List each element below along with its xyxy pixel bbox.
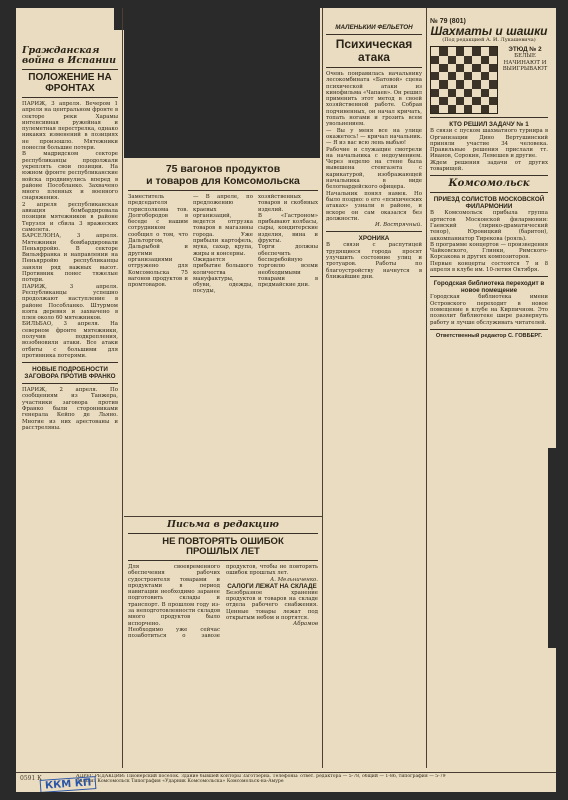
chess-square bbox=[456, 89, 464, 97]
article-paragraph: В «Гастроном» прибывают колбасы, сыры, кондитерские изделия, вина и фрукты. bbox=[258, 212, 318, 245]
chess-square bbox=[481, 105, 489, 113]
signature: Абрамов bbox=[293, 621, 318, 628]
column-rule bbox=[426, 8, 427, 768]
divider bbox=[326, 67, 422, 68]
chess-square bbox=[464, 47, 472, 55]
chess-square bbox=[456, 105, 464, 113]
divider bbox=[430, 175, 548, 176]
article-paragraph: БИЛЬБАО, 3 апреля. На северном фронте мятежники, получив подкрепления, возобновили атаки. Все атаки отбиты с большими для противника потерями. bbox=[22, 321, 118, 359]
newspaper-page bbox=[16, 8, 556, 792]
subheading: НОВЫЕ ПОДРОБНОСТИ ЗАГОВОРА ПРОТИВ ФРАНКО bbox=[24, 366, 116, 381]
article-paragraph: ПАРИЖ, 2 апреля. По сообщениям из Танжера, участники заговора против Франко были сторонниками генерала Кейпо де Льяно. Многие из них арестованы и расстреляны. bbox=[22, 387, 118, 431]
chess-square bbox=[456, 47, 464, 55]
chess-square bbox=[431, 56, 439, 64]
chess-square bbox=[472, 72, 480, 80]
chess-square bbox=[439, 105, 447, 113]
chess-square bbox=[431, 105, 439, 113]
article-title: ПОЛОЖЕНИЕ НА ФРОНТАХ bbox=[28, 72, 112, 94]
archive-code: 0591 К bbox=[20, 775, 42, 782]
rubric: МАЛЕНЬКИЙ ФЕЛЬЕТОН bbox=[335, 24, 413, 31]
missing-paper-top-gap bbox=[114, 8, 126, 30]
footer-address: АДРЕС РЕДАКЦИИ: Пионерский поселок. Здание бывшей конторы Заготзерна. Телефоны: ответ. редактора — 5-78, общий — 1-86, типография — 5-79 bbox=[76, 774, 446, 779]
article-paragraph: В связи с распутицей трудящиеся города просят улучшить состояние улиц и тротуаров. Работы по благоустройству начнутся в ближайшие дни. bbox=[326, 242, 422, 280]
article-paragraph: Ожидается прибытие большого количества мануфактуры, обуви, одежды, посуды, хозяйственных товаров и скобяных изделий. bbox=[193, 194, 318, 295]
chess-square bbox=[431, 47, 439, 55]
chess-square bbox=[439, 56, 447, 64]
missing-paper-top-center bbox=[124, 8, 320, 158]
chess-board bbox=[430, 46, 498, 114]
chess-square bbox=[481, 72, 489, 80]
article-paragraph: ПАРИЖ, 3 апреля. Республиканцы успешно продолжают наступление в районе Пособланко. Штурмом взята деревня и захвачено в плен около 60 мятежников. bbox=[22, 283, 118, 322]
chess-square bbox=[431, 80, 439, 88]
chess-square bbox=[481, 89, 489, 97]
article-paragraph: — В апреле, по предложению краевых организаций, ведется отгрузка товаров в магазины города. Уже прибыли картофель, мука, сахар, крупа, жиры и консервы. bbox=[193, 194, 253, 257]
chess-square bbox=[456, 80, 464, 88]
divider bbox=[128, 190, 318, 191]
wagons-article bbox=[128, 164, 318, 512]
chess-square bbox=[481, 64, 489, 72]
chess-square bbox=[464, 89, 472, 97]
divider bbox=[22, 97, 118, 98]
signature: А. Мельниченко. bbox=[270, 576, 318, 583]
chess-square bbox=[431, 97, 439, 105]
chess-square bbox=[448, 97, 456, 105]
chess-and-city-column bbox=[430, 18, 548, 770]
chess-square bbox=[456, 97, 464, 105]
divider bbox=[430, 192, 548, 193]
rubric: Письма в редакцию bbox=[167, 520, 279, 530]
divider bbox=[326, 34, 422, 35]
chess-square bbox=[489, 64, 497, 72]
article-paragraph: — Вы у меня все на улице окажетесь! — кричал начальник. — Я из вас всю лень выбью! bbox=[326, 127, 422, 147]
chess-square bbox=[448, 72, 456, 80]
article-title: ПРОШЛЫХ ЛЕТ bbox=[186, 546, 260, 557]
spain-war-column bbox=[22, 46, 118, 764]
chess-square bbox=[472, 89, 480, 97]
torn-right-edge bbox=[548, 448, 556, 648]
chess-square bbox=[464, 105, 472, 113]
article-paragraph: Городская библиотека имени Островского переходит в новое помещение в клубе на Кирпичном. Это позволит библиотеке шире развернуть работу и лучше обслуживать читателей. bbox=[430, 294, 548, 326]
signature: И. Вострячный. bbox=[375, 222, 422, 229]
chess-square bbox=[448, 105, 456, 113]
article-title: и товаров для Комсомольска bbox=[146, 174, 300, 187]
column-rule bbox=[322, 8, 323, 768]
chess-square bbox=[456, 64, 464, 72]
divider bbox=[22, 383, 118, 384]
chess-square bbox=[464, 80, 472, 88]
article-paragraph: Рабочие и служащие смотрели на начальника с недоумением. Через неделю на стене была вывешена стенгазета с карикатурой, изображающей начальника в виде белогвардейского офицера. bbox=[326, 146, 422, 191]
subheading: Городская библиотека переходит в новое помещение bbox=[433, 280, 545, 295]
section-heading: Комсомольск bbox=[448, 178, 530, 190]
column-rule bbox=[122, 8, 123, 768]
chess-square bbox=[439, 72, 447, 80]
subheading: ХРОНИКА bbox=[358, 235, 390, 243]
chess-square bbox=[448, 64, 456, 72]
divider bbox=[128, 533, 318, 534]
section-rule bbox=[124, 516, 322, 517]
chess-square bbox=[439, 89, 447, 97]
chess-square bbox=[489, 72, 497, 80]
chess-square bbox=[464, 64, 472, 72]
chess-square bbox=[489, 105, 497, 113]
chess-square bbox=[472, 56, 480, 64]
article-paragraph: В мадридском секторе республиканцы продолжали укреплять свои позиции. На южном фронте республиканские войска продвинулись вперед в районе Пособланко. Захвачено много пленных и военного снаряжения. bbox=[22, 151, 118, 202]
chess-square bbox=[448, 56, 456, 64]
article-paragraph: БАРСЕЛОНА, 3 апреля. Мятежники бомбардировали Пеньярройю. В секторе Вильяфранка и направлении на Пеньярройю республиканцы заняли ряд важных высот. Противник понес тяжелые потери. bbox=[22, 233, 118, 284]
article-paragraph: Начальник понял намек. Но было поздно: о его «психических атаках» узнали в районе, и вскоре он сам оказался без должности. bbox=[326, 190, 422, 222]
divider bbox=[22, 69, 118, 70]
divider bbox=[430, 329, 548, 330]
museum-stamp: ККМ КП bbox=[40, 776, 97, 792]
subheading: КТО РЕШИЛ ЗАДАЧУ № 1 bbox=[449, 121, 529, 129]
chess-square bbox=[439, 80, 447, 88]
article-paragraph: ПАРИЖ, 3 апреля. Вечером 1 апреля на центральном фронте в секторе реки Харамы интенсивная ружейная и пулеметная перестрелка, однако никаких изменений в позициях не произошло. Мятежники понесли большие потери. bbox=[22, 101, 118, 152]
study-number: ЭТЮД № 2 bbox=[508, 46, 542, 54]
article-title: Психическая атака bbox=[335, 37, 413, 64]
chess-square bbox=[472, 64, 480, 72]
divider bbox=[22, 362, 118, 363]
chess-square bbox=[439, 97, 447, 105]
article-paragraph: В связи с пуском шахматного турнира в Организации Дино Вертушинский приняли участие 34 человека. Правильные решения прислали тт. Иванов, Сорокин, Лемешев и другие. bbox=[430, 128, 548, 160]
chess-square bbox=[439, 47, 447, 55]
article-paragraph: Безобразное хранение продуктов и товаров на складе отдела рабочего снабжения. Ценные товары лежат под открытым небом и портятся. bbox=[226, 589, 318, 622]
chess-square bbox=[489, 56, 497, 64]
subheading: ПРИЕЗД СОЛИСТОВ МОСКОВСКОЙ ФИЛАРМОНИИ bbox=[433, 196, 545, 211]
chess-square bbox=[481, 80, 489, 88]
chess-square bbox=[472, 80, 480, 88]
chess-square bbox=[431, 89, 439, 97]
footer bbox=[76, 774, 552, 790]
chess-square bbox=[431, 64, 439, 72]
article-title: 75 вагонов продуктов bbox=[165, 164, 281, 175]
article-paragraph: В Комсомольск прибыла группа артистов Московской филармонии: Гаевский (лирико-драматический тенор), Юровицкий (баритон), аккомпаниатор Тирекова (рояль). bbox=[430, 210, 548, 242]
editor-line: Ответственный редактор С. ГОВБЕРГ. bbox=[435, 332, 543, 339]
chess-square bbox=[439, 64, 447, 72]
article-paragraph: Для своевременного обеспечения рабочих судостроителя товарами и продуктами в период навигации необходимо заранее подготовить склады и транспорт. В прошлом году из-за неподготовленности складов много продуктов было испорчено. bbox=[128, 564, 220, 627]
divider bbox=[128, 560, 318, 561]
chess-square bbox=[456, 56, 464, 64]
article-title: НЕ ПОВТОРЯТЬ ОШИБОК bbox=[162, 536, 284, 547]
chess-square bbox=[481, 47, 489, 55]
chess-square bbox=[472, 97, 480, 105]
section-editor: (Под редакцией А. И. Лукашевича) bbox=[442, 37, 536, 43]
chess-square bbox=[472, 105, 480, 113]
chess-square bbox=[464, 72, 472, 80]
chess-square bbox=[489, 97, 497, 105]
divider bbox=[326, 231, 422, 232]
chess-square bbox=[464, 97, 472, 105]
chess-square bbox=[481, 97, 489, 105]
article-paragraph: 2 апреля республиканская авиация бомбардировала позиции мятежников в районе Теруэля и сбила 3 вражеских самолета. bbox=[22, 201, 118, 233]
article-paragraph: Необходимо уже сейчас позаботиться о завозе продуктов, чтобы не повторять ошибок прошлых лет. bbox=[128, 564, 318, 640]
article-paragraph: Торги должны обеспечить бесперебойную торговлю всеми необходимыми товарами в предмайские дни. bbox=[258, 244, 318, 289]
chess-square bbox=[489, 47, 497, 55]
chess-square bbox=[448, 47, 456, 55]
issue-number: № 79 (801) bbox=[430, 18, 466, 25]
footer-printer: Дальгиз Комсомольск Типография «Ударник Комсомольска» Комсомольск-на-Амуре bbox=[76, 779, 284, 785]
footer-rule bbox=[16, 772, 556, 773]
article-paragraph: Первые концерты состоятся 7 и 8 апреля в клубе им. 10-летия Октября. bbox=[430, 260, 548, 274]
chess-square bbox=[464, 56, 472, 64]
letters-article bbox=[128, 520, 318, 770]
chess-square bbox=[448, 89, 456, 97]
chess-square bbox=[472, 47, 480, 55]
divider bbox=[430, 117, 548, 118]
chess-square bbox=[481, 56, 489, 64]
divider bbox=[430, 276, 548, 277]
article-paragraph: Заместитель председателя горисполкома тов. Долгобородов в беседе с нашим сотрудником сообщил о том, что Дальторгом, Дальрыбой и другими организациями отгружено для Комсомольска 75 вагонов продуктов и промтоваров. bbox=[128, 194, 188, 289]
subheading: САЛОГИ ЛЕЖАТ НА СКЛАДЕ bbox=[227, 582, 317, 590]
feuilleton-column bbox=[326, 24, 422, 770]
chess-square bbox=[489, 80, 497, 88]
study-caption: БЕЛЫЕ НАЧИНАЮТ И ВЫИГРЫВАЮТ bbox=[502, 53, 548, 72]
section-heading: Гражданская война в Испании bbox=[22, 46, 116, 66]
chess-square bbox=[448, 80, 456, 88]
article-paragraph: Ждем решения задачи от других товарищей. bbox=[430, 159, 548, 173]
chess-square bbox=[456, 72, 464, 80]
article-paragraph: Очень понравилась начальнику лесокомбината «Батовой» сцена психической атаки из кинофильма «Чапаев». Он решил применить этот метод в своей хозяйственной работе. Собрав подчиненных, он начал кричать, топать ногами и грозить всем увольнением. bbox=[326, 71, 422, 128]
chess-square bbox=[489, 89, 497, 97]
chess-square bbox=[431, 72, 439, 80]
article-paragraph: В программе концертов — произведения Чайковского, Глинки, Римского-Корсакова и других композиторов. bbox=[430, 241, 548, 261]
chess-section-title: Шахматы и шашки bbox=[430, 24, 548, 38]
